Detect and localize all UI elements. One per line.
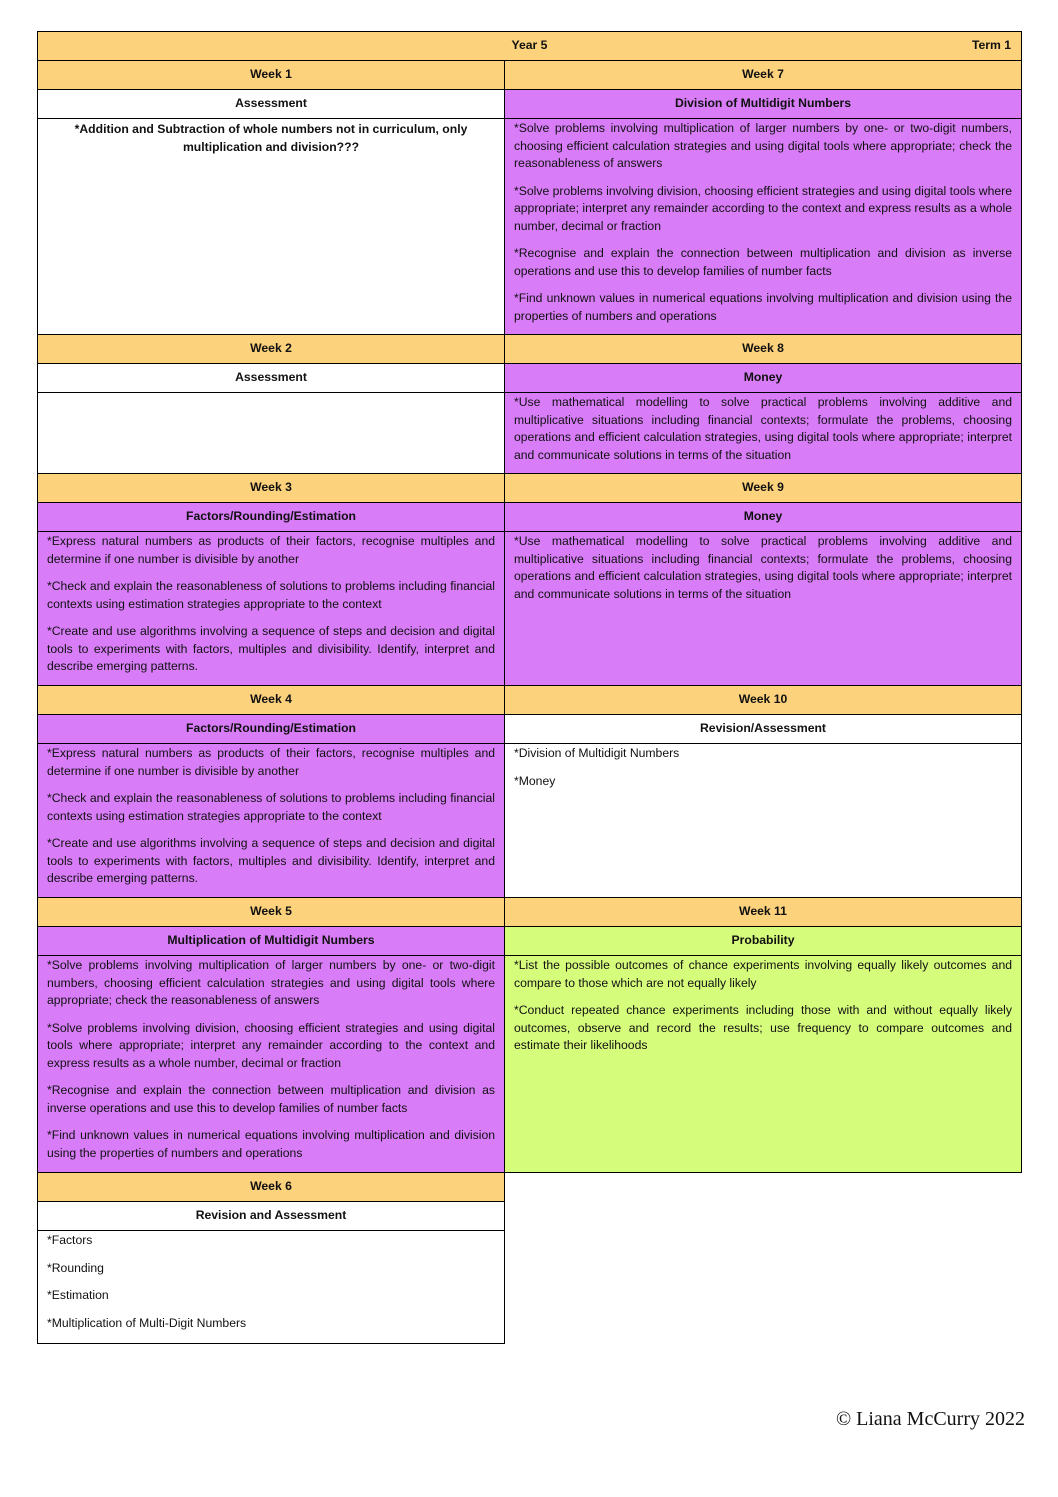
copyright-notice: © Liana McCurry 2022 (835, 1408, 1025, 1430)
content-item: *Create and use algorithms involving a sequence of steps and decision and digital tools to experiments with factors, multiples and divisibility. Identify, interpret and describe emerging patterns. (47, 624, 495, 673)
week-header: Week 9 (504, 473, 1022, 503)
content-item: *Solve problems involving multiplication of larger numbers by one- or two-digit numbers, choosing efficient calculation strategies and using digital tools where appropriate; check the reasonableness of answers (47, 958, 495, 1007)
content-item: *Solve problems involving division, choosing efficient strategies and using digital tools where appropriate; interpret any remainder according to the context and express results as a whole number, decimal or fraction (514, 183, 1012, 233)
content-item: *Division of Multidigit Numbers (514, 746, 680, 760)
content-item: *Conduct repeated chance experiments including those with and without equally likely outcomes, observe and record the results; use frequency to compare outcomes and estimate their likelihoods (514, 1003, 1012, 1052)
week-content (37, 1230, 505, 1344)
content-item: *Check and explain the reasonableness of solutions to problems including financial contexts using estimation strategies appropriate to the context (47, 791, 495, 823)
topic-title: Multiplication of Multidigit Numbers (37, 926, 505, 956)
week-content (504, 118, 1022, 335)
topic-title: Revision and Assessment (37, 1201, 505, 1231)
week-header: Week 5 (37, 897, 505, 927)
week-header: Week 2 (37, 334, 505, 364)
content-item: *Money (514, 773, 556, 788)
content-item: *Multiplication of Multi-Digit Numbers (47, 1315, 247, 1330)
topic-title: Factors/Rounding/Estimation (37, 714, 505, 744)
week-header: Week 4 (37, 685, 505, 715)
content-item: *Use mathematical modelling to solve practical problems involving additive and multiplicative situations including financial contexts; formulate the problems, choosing operations and efficient calculation strategies, using digital tools where appropriate; interpret and communicate solutions in terms of the situation (514, 534, 1012, 601)
topic-title: Probability (504, 926, 1022, 956)
content-item: *Factors (47, 1233, 93, 1247)
content-item: *Addition and Subtraction of whole numbers not in curriculum, only multiplication and division??? (74, 122, 468, 154)
content-item: *Solve problems involving multiplication of larger numbers by one- or two-digit numbers, choosing efficient calculation strategies and using digital tools where appropriate; check the reasonableness of answers (514, 121, 1012, 170)
content-item: *Express natural numbers as products of their factors, recognise multiples and determine if one number is divisible by another (47, 534, 495, 566)
content-item: *Estimation (47, 1288, 109, 1302)
week-content (37, 118, 505, 335)
week-header: Week 10 (504, 685, 1022, 715)
term-label: Term 1 (971, 38, 1011, 52)
week-content (37, 743, 505, 898)
topic-title: Division of Multidigit Numbers (504, 89, 1022, 119)
topic-title: Money (504, 363, 1022, 393)
year-term-row (37, 31, 1022, 61)
week-header: Week 1 (37, 60, 505, 90)
content-item: *Express natural numbers as products of their factors, recognise multiples and determine if one number is divisible by another (47, 746, 495, 778)
content-item: *Recognise and explain the connection between multiplication and division as inverse operations and use this to develop families of number facts (47, 1083, 495, 1115)
content-item: *Solve problems involving division, choosing efficient strategies and using digital tools where appropriate; interpret any remainder according to the context and express results as a whole number, decimal or fraction (47, 1020, 495, 1070)
week-content (504, 955, 1022, 1173)
week-header: Week 11 (504, 897, 1022, 927)
week-content (504, 392, 1022, 474)
week-content (37, 531, 505, 686)
week-content (37, 955, 505, 1173)
content-item: *Use mathematical modelling to solve practical problems involving additive and multiplicative situations including financial contexts; formulate the problems, choosing operations and efficient calculation strategies, using digital tools where appropriate; interpret and communicate solutions in terms of the situation (514, 395, 1012, 462)
topic-title: Assessment (37, 363, 505, 393)
week-header: Week 6 (37, 1172, 505, 1202)
topic-title: Money (504, 502, 1022, 532)
week-content (504, 531, 1022, 686)
week-header: Week 8 (504, 334, 1022, 364)
week-content (504, 743, 1022, 898)
content-item: *Recognise and explain the connection between multiplication and division as inverse operations and use this to develop families of number facts (514, 246, 1012, 278)
content-item: *Check and explain the reasonableness of solutions to problems including financial contexts using estimation strategies appropriate to the context (47, 579, 495, 611)
content-item: *List the possible outcomes of chance experiments involving equally likely outcomes and compare to those which are not equally likely (514, 958, 1012, 990)
week-header: Week 3 (37, 473, 505, 503)
year-label: Year 5 (511, 38, 548, 52)
week-header: Week 7 (504, 60, 1022, 90)
content-item: *Rounding (47, 1260, 104, 1275)
content-item: *Create and use algorithms involving a sequence of steps and decision and digital tools to experiments with factors, multiples and divisibility. Identify, interpret and describe emerging patterns. (47, 836, 495, 885)
content-item: *Find unknown values in numerical equations involving multiplication and division using the properties of numbers and operations (47, 1128, 495, 1160)
topic-title: Assessment (37, 89, 505, 119)
week-content (37, 392, 505, 474)
topic-title: Revision/Assessment (504, 714, 1022, 744)
topic-title: Factors/Rounding/Estimation (37, 502, 505, 532)
content-item: *Find unknown values in numerical equations involving multiplication and division using the properties of numbers and operations (514, 291, 1012, 323)
